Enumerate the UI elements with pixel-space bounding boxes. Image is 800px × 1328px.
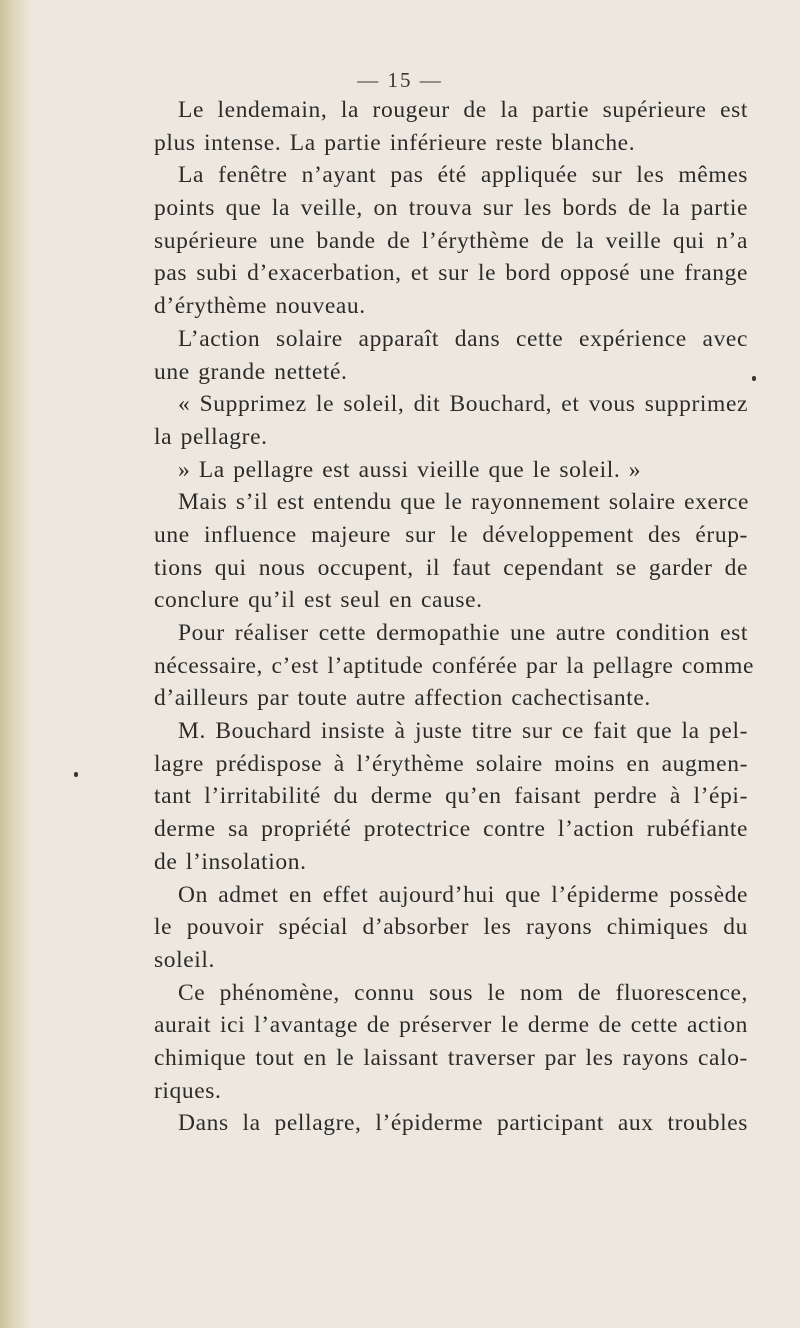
text-line: Mais s’il est entendu que le rayonnement solaire exerce — [178, 489, 750, 516]
text-line: le pouvoir spécial d’absorber les rayons chimiques du — [154, 914, 748, 941]
text-line: On admet en effet aujourd’hui que l’épiderme possède — [178, 881, 748, 908]
text-line: supérieure une bande de l’érythème de la veille qui n’a — [154, 227, 748, 254]
text-line: soleil. — [154, 946, 215, 973]
text-line: « Supprimez le soleil, dit Bouchard, et vous supprimez — [178, 391, 748, 418]
ink-speck — [74, 772, 78, 777]
text-line: une influence majeure sur le développement des érup- — [154, 521, 748, 548]
text-line: Dans la pellagre, l’épiderme participant aux troubles — [178, 1110, 748, 1137]
text-line: aurait ici l’avantage de préserver le derme de cette action — [154, 1012, 748, 1039]
text-line: de l’insolation. — [154, 848, 307, 875]
text-line: M. Bouchard insiste à juste titre sur ce fait que la pel- — [178, 718, 748, 745]
text-line: chimique tout en le laissant traverser par les rayons calo- — [154, 1044, 748, 1071]
text-line: derme sa propriété protectrice contre l’action rubéfiante — [154, 816, 748, 843]
text-line: tions qui nous occupent, il faut cependant se garder de — [154, 554, 748, 581]
text-line: Le lendemain, la rougeur de la partie supérieure est — [178, 97, 748, 123]
text-line: pas subi d’exacerbation, et sur le bord opposé une frange — [154, 260, 748, 287]
text-line: points que la veille, on trouva sur les bords de la partie — [154, 195, 748, 222]
text-line: plus intense. La partie inférieure reste blanche. — [154, 129, 636, 156]
text-line: L’action solaire apparaît dans cette expérience avec — [178, 325, 748, 352]
text-line: tant l’irritabilité du derme qu’en faisant perdre à l’épi- — [154, 783, 748, 810]
text-line: Ce phénomène, connu sous le nom de fluorescence, — [178, 979, 748, 1006]
text-line: une grande netteté. — [154, 358, 348, 385]
text-line: conclure qu’il est seul en cause. — [154, 587, 483, 614]
text-line: nécessaire, c’est l’aptitude conférée par la pellagre comme — [154, 652, 755, 679]
page-number: — 15 — — [357, 68, 443, 92]
ink-speck — [752, 376, 756, 381]
text-line: d’érythème nouveau. — [154, 293, 366, 320]
text-line: d’ailleurs par toute autre affection cachectisante. — [154, 685, 651, 712]
text-line: Pour réaliser cette dermopathie une autre condition est — [178, 620, 748, 646]
body-text — [154, 94, 755, 1140]
text-line: » La pellagre est aussi vieille que le soleil. » — [178, 456, 642, 483]
text-line: La fenêtre n’ayant pas été appliquée sur les mêmes — [178, 162, 748, 189]
text-line: riques. — [154, 1077, 222, 1104]
text-line: lagre prédispose à l’érythème solaire moins en augmen- — [154, 750, 748, 777]
text-line: la pellagre. — [154, 423, 268, 450]
